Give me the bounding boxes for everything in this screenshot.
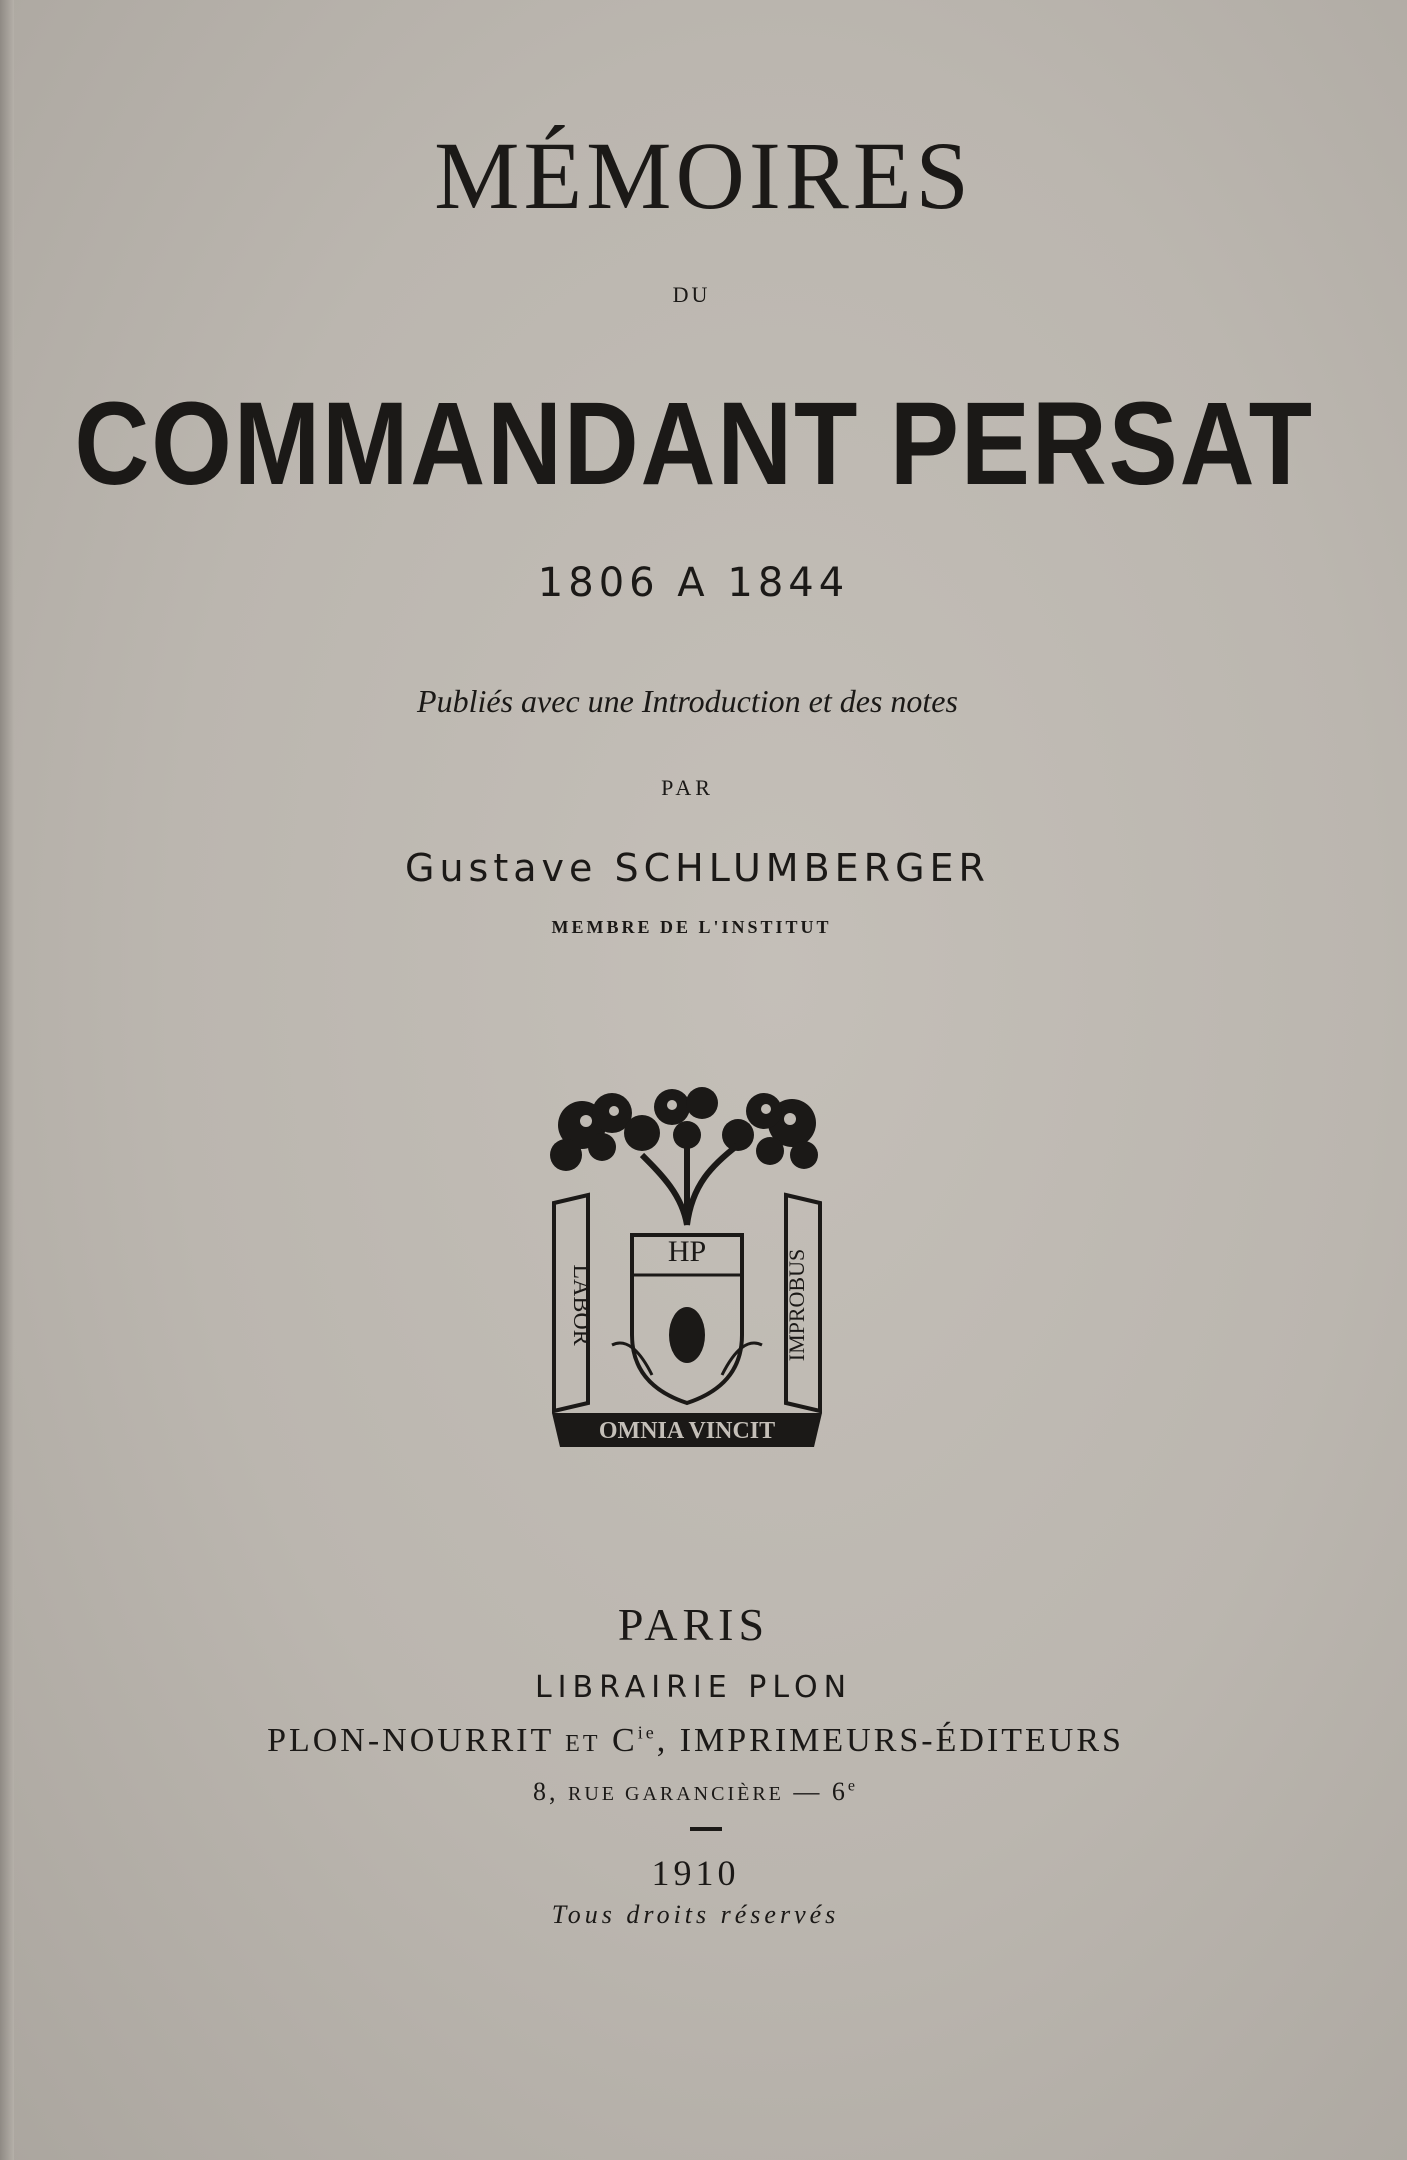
address-number: 8, xyxy=(533,1777,559,1806)
publication-year: 1910 xyxy=(651,1853,740,1893)
imprint-address xyxy=(0,1777,1399,1807)
author-title: MEMBRE DE L'INSTITUT xyxy=(551,917,832,937)
publisher-emblem xyxy=(542,1085,832,1455)
imprint-city: PARIS xyxy=(617,1599,770,1650)
emblem-monogram: HP xyxy=(667,1235,707,1268)
by-label: PAR xyxy=(661,775,714,800)
motto-bottom: OMNIA VINCIT xyxy=(598,1418,776,1444)
publication-note: Publiés avec une Introduction et des notes xyxy=(417,683,958,719)
rights-notice: Tous droits réservés xyxy=(551,1900,840,1929)
date-range: 1806 A 1844 xyxy=(537,560,850,606)
imprint-firm xyxy=(0,1722,1399,1760)
address-sup: e xyxy=(847,1777,858,1795)
address-street: RUE GARANCIÈRE xyxy=(568,1783,784,1805)
imprint-publisher: LIBRAIRIE PLON xyxy=(534,1670,853,1705)
book-title: MÉMOIRES xyxy=(434,122,973,229)
motto-left: LABOR xyxy=(568,1264,594,1346)
address-arrondissement: — 6 xyxy=(793,1777,848,1806)
motto-right: IMPROBUS xyxy=(784,1248,809,1362)
book-subject: COMMANDANT PERSAT xyxy=(74,378,1314,510)
firm-cie-sup: ie xyxy=(637,1722,657,1743)
author-name: Gustave SCHLUMBERGER xyxy=(405,846,990,890)
firm-role: , IMPRIMEURS-ÉDITEURS xyxy=(656,1722,1124,1759)
firm-name: PLON-NOURRIT xyxy=(267,1722,554,1759)
title-connector: DU xyxy=(672,282,711,307)
firm-cie: C xyxy=(612,1722,638,1759)
firm-et: ET xyxy=(565,1731,601,1757)
page-edge-shadow xyxy=(0,0,14,2160)
separator-rule xyxy=(690,1827,722,1831)
